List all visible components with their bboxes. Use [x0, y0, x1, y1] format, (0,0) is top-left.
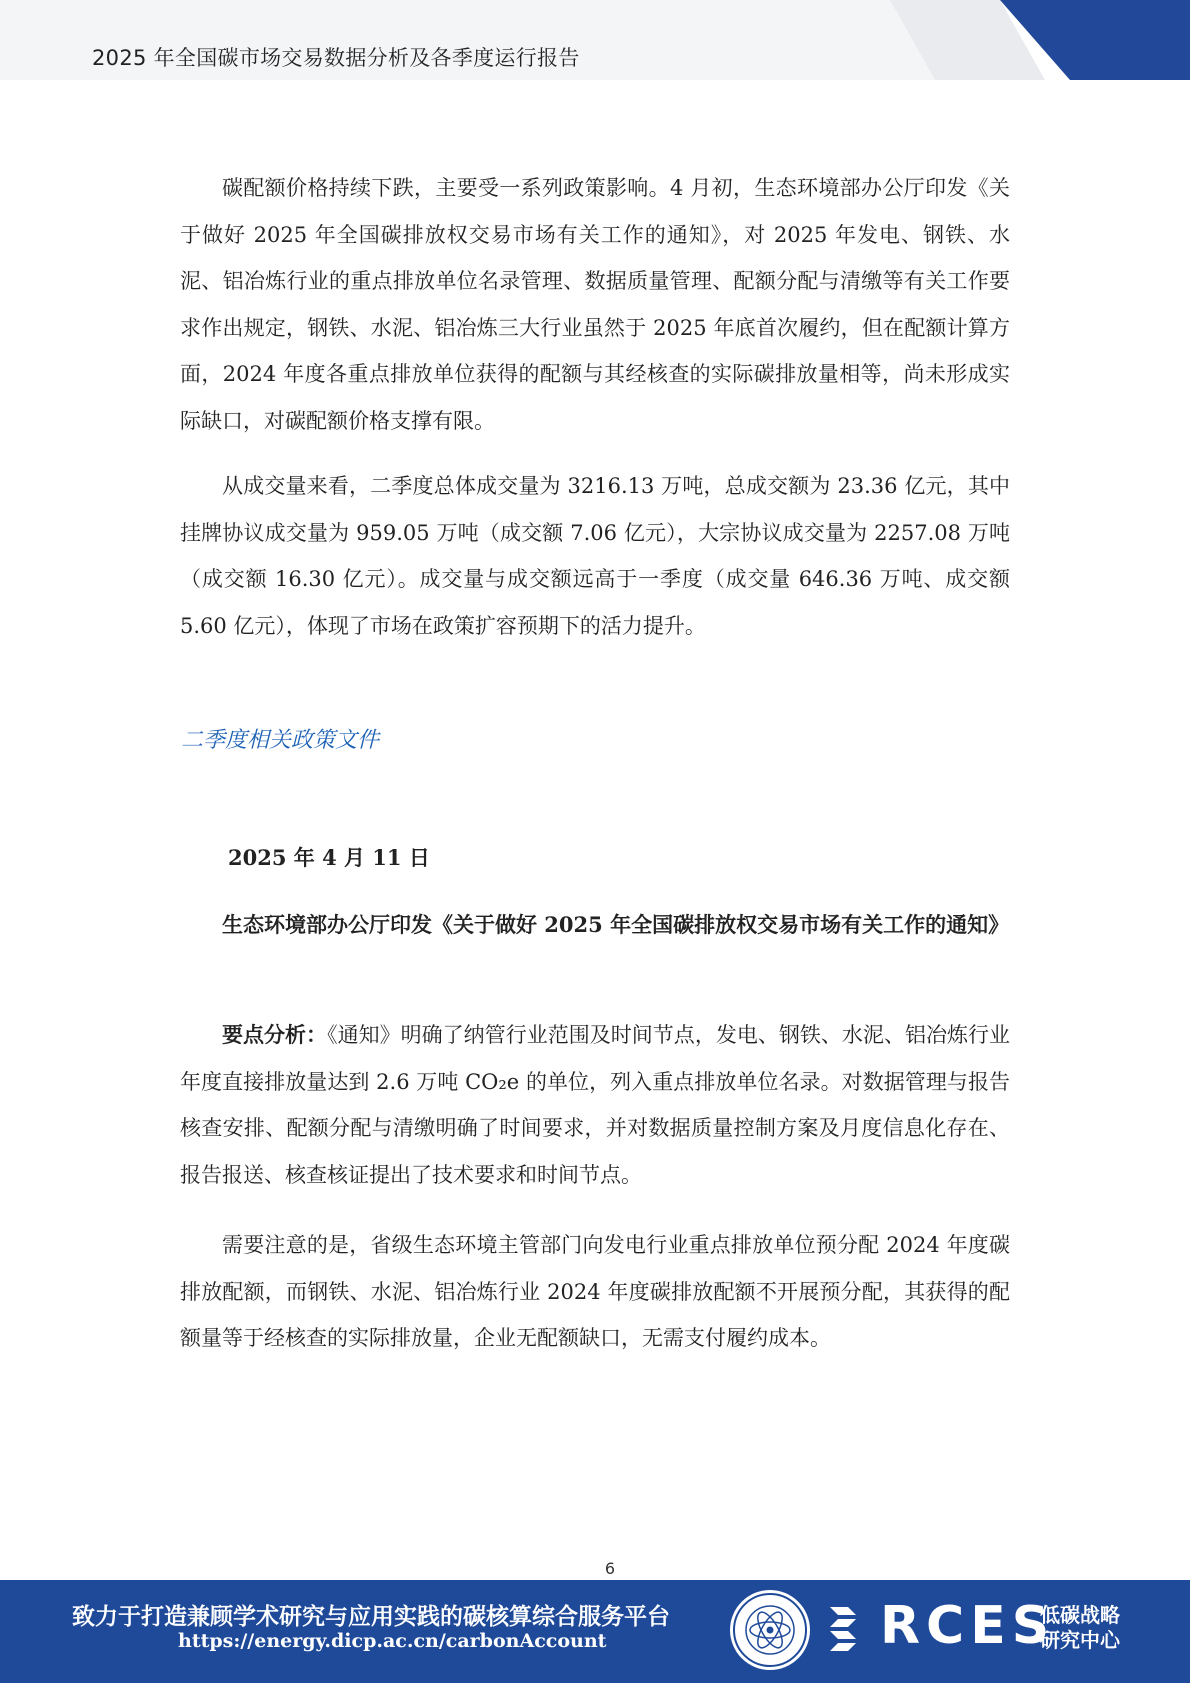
policy-date: 2025 年 4 月 11 日: [228, 845, 430, 870]
section-heading: 二季度相关政策文件: [181, 728, 380, 753]
analysis-label: 要点分析：: [222, 1022, 328, 1047]
footer-slogan: 致力于打造兼顾学术研究与应用实践的碳核算综合服务平台: [72, 1604, 670, 1630]
policy-title: 生态环境部办公厅印发《关于做好 2025 年全国碳排放权交易市场有关工作的通知》: [222, 912, 1010, 937]
paragraph-analysis: [180, 1012, 1010, 1198]
page-number: 6: [604, 1559, 616, 1578]
paragraph-note: 需要注意的是，省级生态环境主管部门向发电行业重点排放单位预分配 2024 年度碳排放配额，而钢铁、水泥、铝冶炼行业 2024 年度碳排放配额不开展预分配，其获得的配额量等于经核查的实际排放量，企业无配额缺口，无需支付履约成本。: [180, 1233, 1010, 1350]
analysis-text: 《通知》明确了纳管行业范围及时间节点，发电、钢铁、水泥、铝冶炼行业年度直接排放量达到 2.6 万吨 CO₂e 的单位，列入重点排放单位名录。对数据管理与报告核查安排、配额分配与清缴明确了时间要求，并对数据质量控制方案及月度信息化存在、报告报送、核查核证提出了技术要求和时间节点。: [180, 1023, 1011, 1187]
institute-emblem-icon: [728, 1588, 812, 1672]
document-title: 2025 年全国碳市场交易数据分析及各季度运行报告: [92, 46, 580, 70]
rces-stripes-icon: [826, 1601, 872, 1651]
paragraph-price-decline: 碳配额价格持续下跌，主要受一系列政策影响。4 月初，生态环境部办公厅印发《关于做好 2025 年全国碳排放权交易市场有关工作的通知》，对 2025 年发电、钢铁、水泥、铝冶炼行业的重点排放单位名录管理、数据质量管理、配额分配与清缴等有关工作要求作出规定，钢铁、水泥、铝冶炼三大行业虽然于 2025 年底首次履约，但在配额计算方面，2024 年度各重点排放单位获得的配额与其经核查的实际碳排放量相等，尚未形成实际缺口，对碳配额价格支撑有限。: [180, 176, 1010, 433]
org-name-line-1: 低碳战略: [1040, 1603, 1120, 1627]
rces-logo-text: RCES: [880, 1596, 1056, 1656]
footer-url[interactable]: https://energy.dicp.ac.cn/carbonAccount: [178, 1630, 607, 1652]
org-name-line-2: 研究中心: [1040, 1628, 1120, 1652]
org-name: [1040, 1603, 1140, 1653]
paragraph-volume: 从成交量来看，二季度总体成交量为 3216.13 万吨，总成交额为 23.36 亿元，其中挂牌协议成交量为 959.05 万吨（成交额 7.06 亿元），大宗协议成交量为 2257.08 万吨（成交额 16.30 亿元）。成交量与成交额远高于一季度（成交量 646.36 万吨、成交额 5.60 亿元），体现了市场在政策扩容预期下的活力提升。: [180, 474, 1010, 638]
